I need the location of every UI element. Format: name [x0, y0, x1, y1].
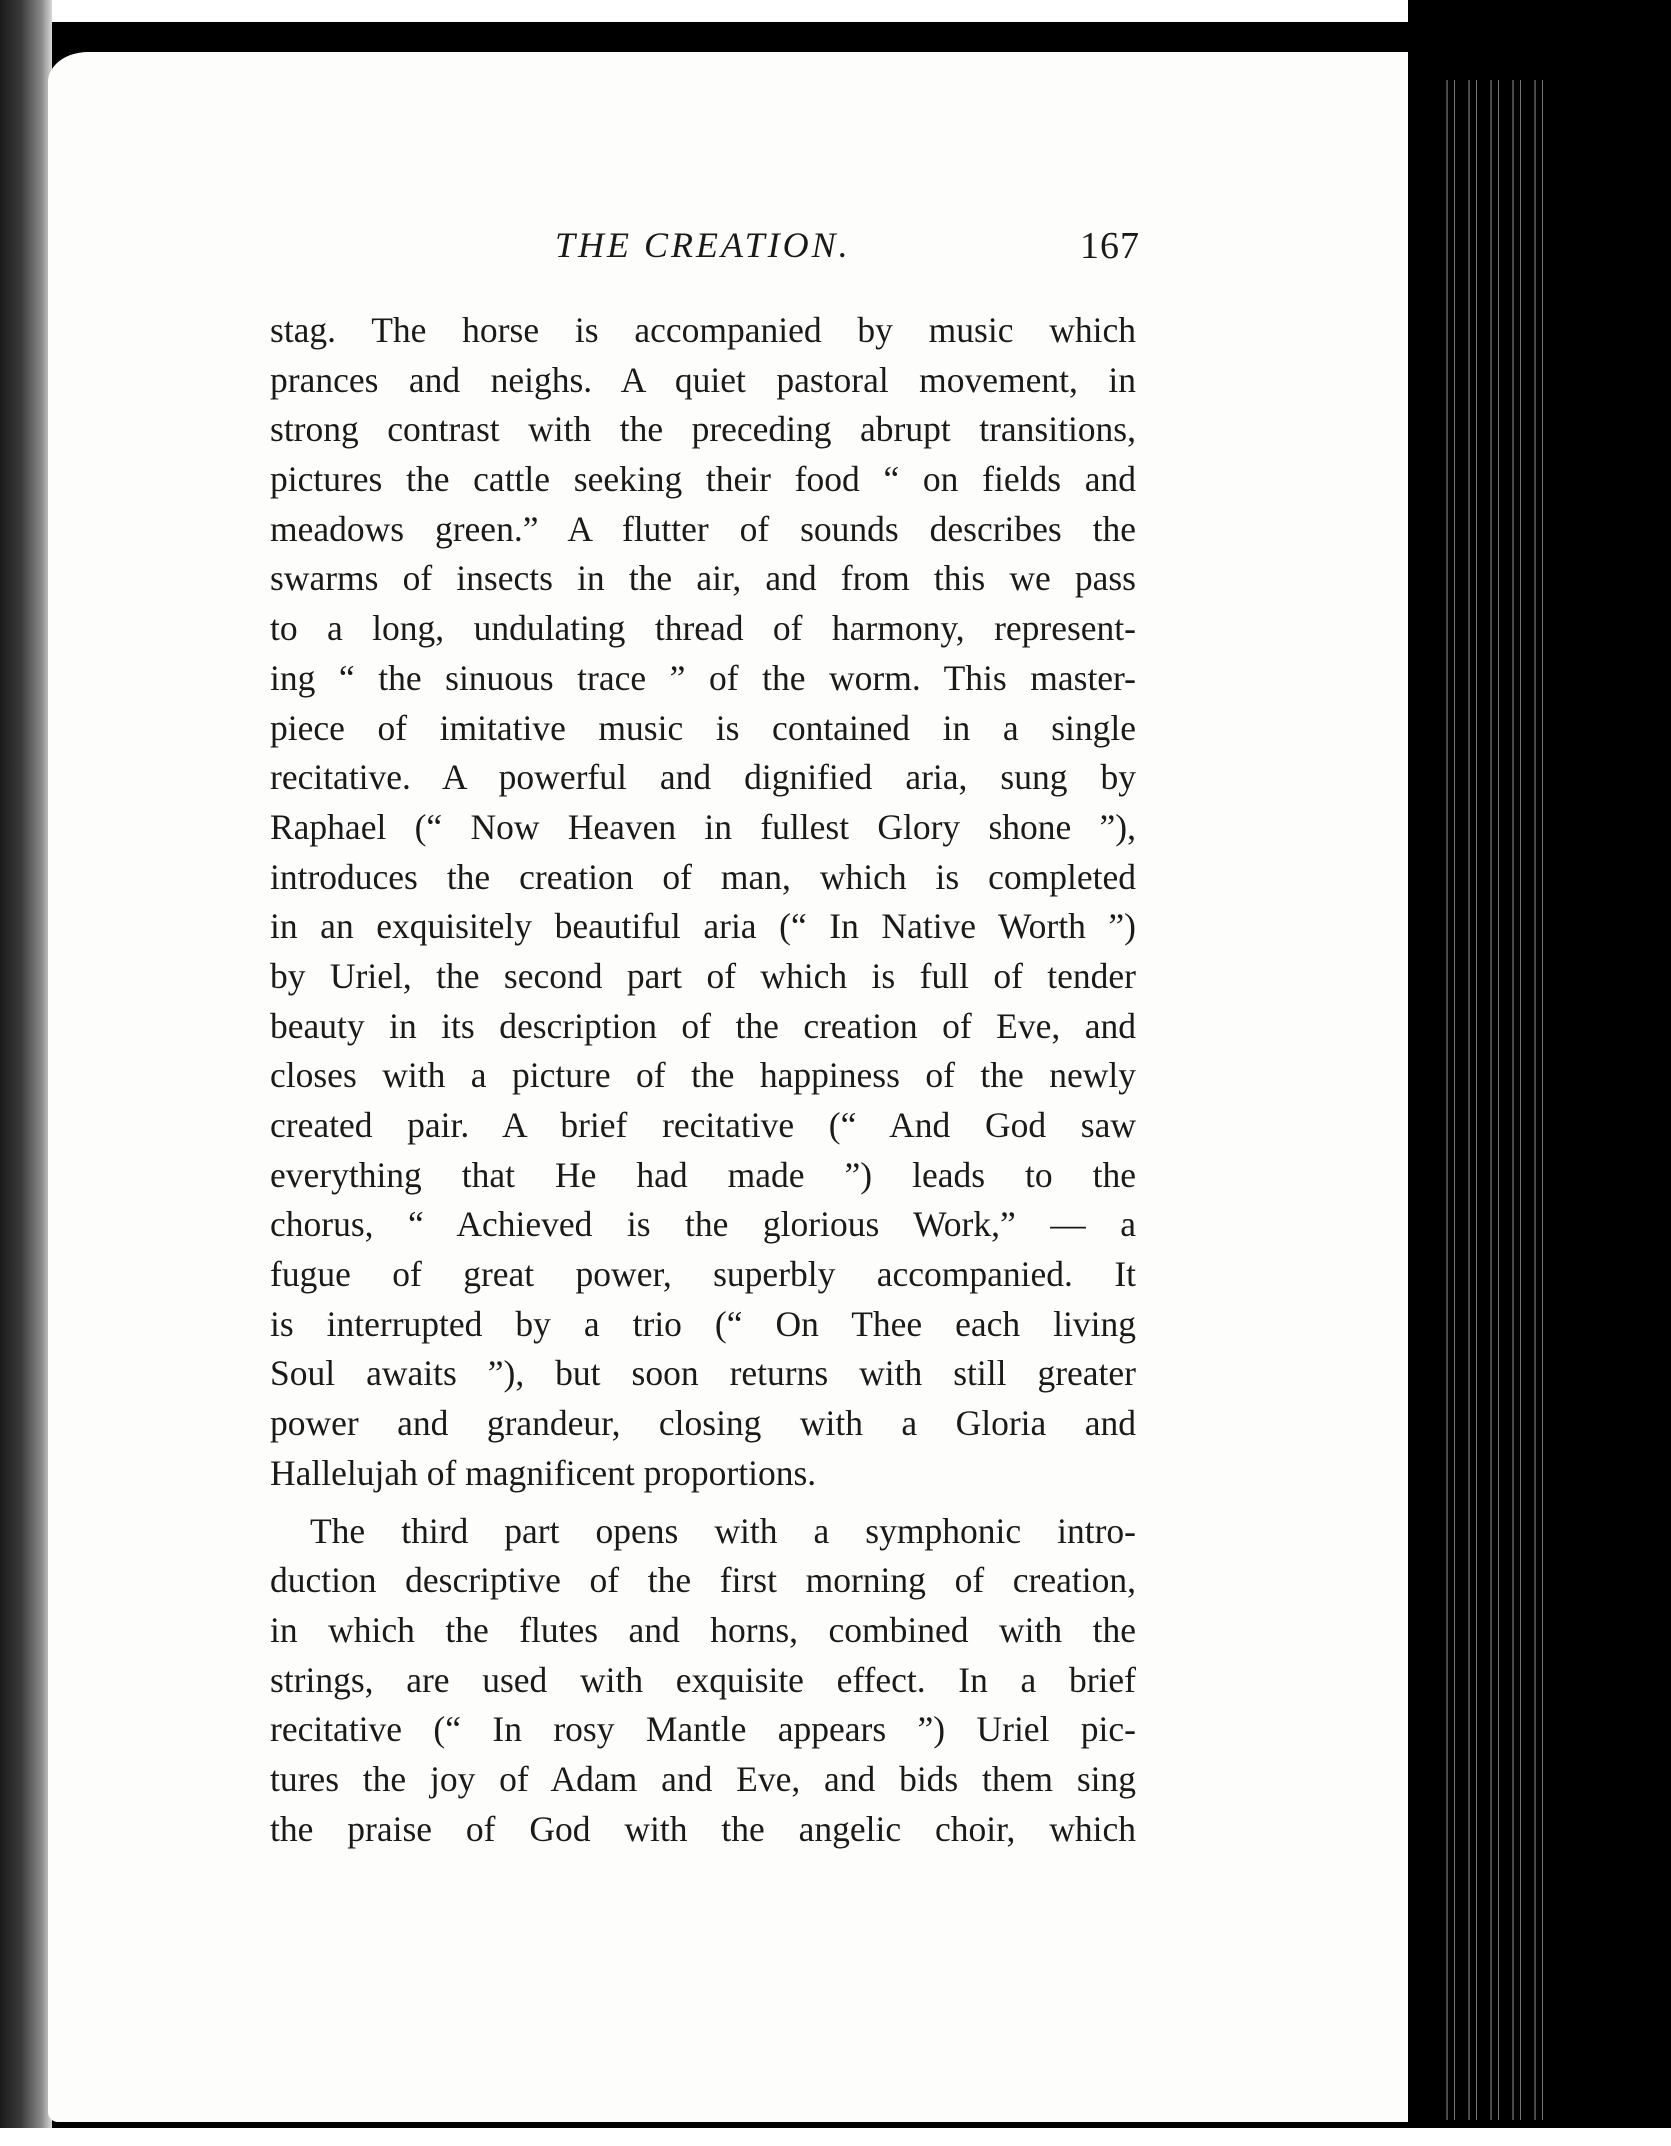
text-line: power and grandeur, closing with a Gloria and — [270, 1403, 1136, 1444]
text-line: recitative. A powerful and dignified aria, sung by — [270, 757, 1136, 798]
text-line: Soul awaits ”), but soon returns with still greater — [270, 1353, 1136, 1394]
text-line: prances and neighs. A quiet pastoral movement, in — [270, 359, 1136, 400]
scan-bottom-edge — [0, 2128, 1671, 2146]
text-line: the praise of God with the angelic choir, which — [270, 1808, 1136, 1849]
text-line: strong contrast with the preceding abrupt transitions, — [270, 409, 1136, 450]
running-head — [260, 224, 1140, 270]
text-line: recitative (“ In rosy Mantle appears ”) Uriel pic- — [270, 1709, 1136, 1750]
text-line: swarms of insects in the air, and from this we pass — [270, 558, 1136, 599]
text-line: ing “ the sinuous trace ” of the worm. This master- — [270, 657, 1136, 698]
page-number: 167 — [1080, 225, 1140, 267]
text-line: is interrupted by a trio (“ On Thee each living — [270, 1303, 1136, 1344]
text-line: pictures the cattle seeking their food “ on fields and — [270, 459, 1136, 500]
text-line: Raphael (“ Now Heaven in fullest Glory shone ”), — [270, 806, 1136, 847]
text-line: everything that He had made ”) leads to the — [270, 1154, 1136, 1195]
text-line: beauty in its description of the creation of Eve, and — [270, 1005, 1136, 1046]
text-line: stag. The horse is accompanied by music which — [270, 310, 1136, 350]
text-line: to a long, undulating thread of harmony, represent- — [270, 608, 1136, 649]
running-title: THE CREATION. — [555, 225, 851, 265]
text-line: chorus, “ Achieved is the glorious Work,” — a — [270, 1204, 1136, 1245]
text-line: piece of imitative music is contained in a single — [270, 707, 1136, 748]
text-line: tures the joy of Adam and Eve, and bids them sing — [270, 1758, 1136, 1799]
spine-texture — [1440, 80, 1550, 2120]
paragraph-gap — [270, 1499, 1136, 1507]
text-line: Hallelujah of magnificent proportions. — [270, 1452, 817, 1493]
text-line: created pair. A brief recitative (“ And God saw — [270, 1105, 1136, 1145]
text-line: fugue of great power, superbly accompanied. It — [270, 1254, 1136, 1295]
text-line: by Uriel, the second part of which is full of tender — [270, 955, 1136, 996]
text-line: introduces the creation of man, which is completed — [270, 856, 1136, 897]
paragraph-1 — [270, 306, 1136, 1499]
text-line: meadows green.” A flutter of sounds describes the — [270, 508, 1136, 549]
scan-left-edge — [0, 0, 52, 2146]
paragraph-2 — [270, 1507, 1136, 1855]
text-line: duction descriptive of the first morning of creation, — [270, 1560, 1136, 1601]
text-line: in which the flutes and horns, combined with the — [270, 1609, 1136, 1650]
text-line: strings, are used with exquisite effect. In a brief — [270, 1659, 1136, 1700]
text-line: The third part opens with a symphonic intro- — [310, 1510, 1136, 1551]
body-text — [270, 306, 1136, 1854]
text-line: closes with a picture of the happiness of the newly — [270, 1055, 1136, 1096]
text-line: in an exquisitely beautiful aria (“ In Native Worth ”) — [270, 906, 1136, 947]
